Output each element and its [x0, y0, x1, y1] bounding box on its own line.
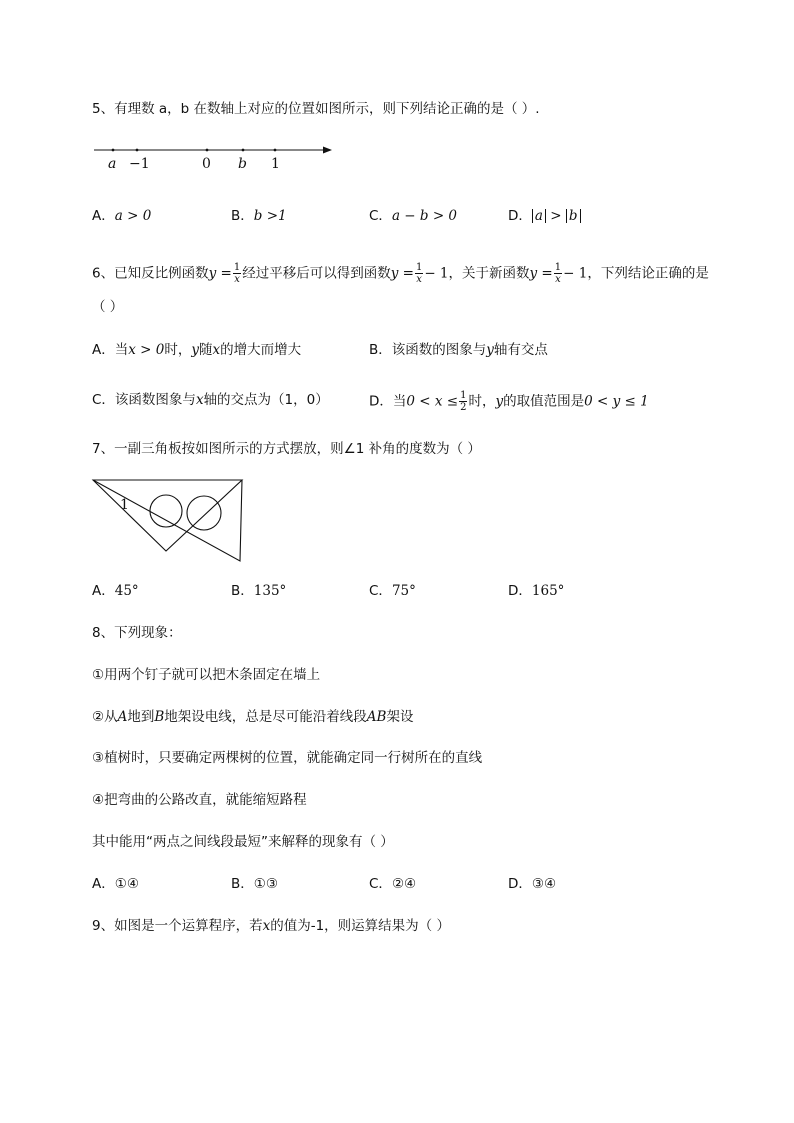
number-line-arrow: [323, 147, 332, 154]
q9-stem: 9、如图是一个运算程序，若x的值为-1，则运算结果为（ ）: [92, 918, 450, 934]
point-minus1: [136, 149, 139, 152]
q8-item-2: ②从A地到B地架设电线，总是尽可能沿着线段AB架设: [92, 709, 414, 725]
q8-stem: 8、下列现象：: [92, 625, 182, 641]
label-one: 1: [271, 156, 280, 172]
q7-option-c[interactable]: C．75°: [369, 583, 416, 599]
label-minus1: −1: [129, 156, 150, 172]
angle-label-1: 1: [120, 497, 129, 513]
circle-left: [150, 495, 182, 527]
q5-option-a[interactable]: A．a > 0: [92, 208, 152, 224]
q6-paren: （ ）: [92, 299, 124, 315]
q8-item-4: ④把弯曲的公路改直，就能缩短路程: [92, 792, 307, 808]
q6-option-b[interactable]: B．该函数的图象与y轴有交点: [369, 342, 548, 358]
point-b: [242, 149, 245, 152]
q8-item-1: ①用两个钉子就可以把木条固定在墙上: [92, 667, 321, 683]
q7-option-a[interactable]: A．45°: [92, 583, 139, 599]
number-line-figure: [92, 138, 342, 174]
point-a: [112, 149, 115, 152]
q7-option-b[interactable]: B．135°: [231, 583, 287, 599]
q6-option-d[interactable]: D．当0 < x ≤ $\frac{1}{2}$ 时，y的取值范围是0 < y ≤ 1: [369, 390, 649, 413]
q5-option-b[interactable]: B．b >1: [231, 208, 287, 224]
label-b: b: [238, 156, 247, 172]
label-zero: 0: [202, 156, 211, 172]
q8-option-a[interactable]: A．①④: [92, 876, 139, 892]
circle-right: [187, 496, 221, 530]
q6-stem: 6、已知反比例函数y = $\frac{1}{x}$ 经过平移后可以得到函数y = $\frac{1}{x}$ − 1，关于新函数y = $\frac{1}{x}$ − 1，下列结论正确的是: [92, 262, 709, 285]
point-zero: [206, 149, 209, 152]
q8-question: 其中能用“两点之间线段最短”来解释的现象有（ ）: [92, 834, 394, 850]
triangle-left-shape: [93, 480, 242, 551]
q7-stem: 7、一副三角板按如图所示的方式摆放，则∠1 补角的度数为（ ）: [92, 441, 481, 457]
label-a: a: [108, 156, 117, 172]
q6-option-a[interactable]: A．当x > 0时，y随x的增大而增大: [92, 342, 302, 358]
triangle-set-figure: [90, 475, 250, 565]
q5-stem: 5、有理数 a，b 在数轴上对应的位置如图所示，则下列结论正确的是（ ）.: [92, 101, 540, 117]
point-one: [274, 149, 277, 152]
q8-option-c[interactable]: C．②④: [369, 876, 417, 892]
q5-option-c[interactable]: C．a − b > 0: [369, 208, 458, 224]
q6-option-c[interactable]: C．该函数图象与x轴的交点为（1，0）: [92, 392, 329, 408]
q8-option-d[interactable]: D．③④: [508, 876, 557, 892]
q5-option-d[interactable]: D． a > b: [508, 206, 581, 226]
q8-item-3: ③植树时，只要确定两棵树的位置，就能确定同一行树所在的直线: [92, 750, 483, 766]
q8-option-b[interactable]: B．①③: [231, 876, 278, 892]
q7-option-d[interactable]: D．165°: [508, 583, 565, 599]
